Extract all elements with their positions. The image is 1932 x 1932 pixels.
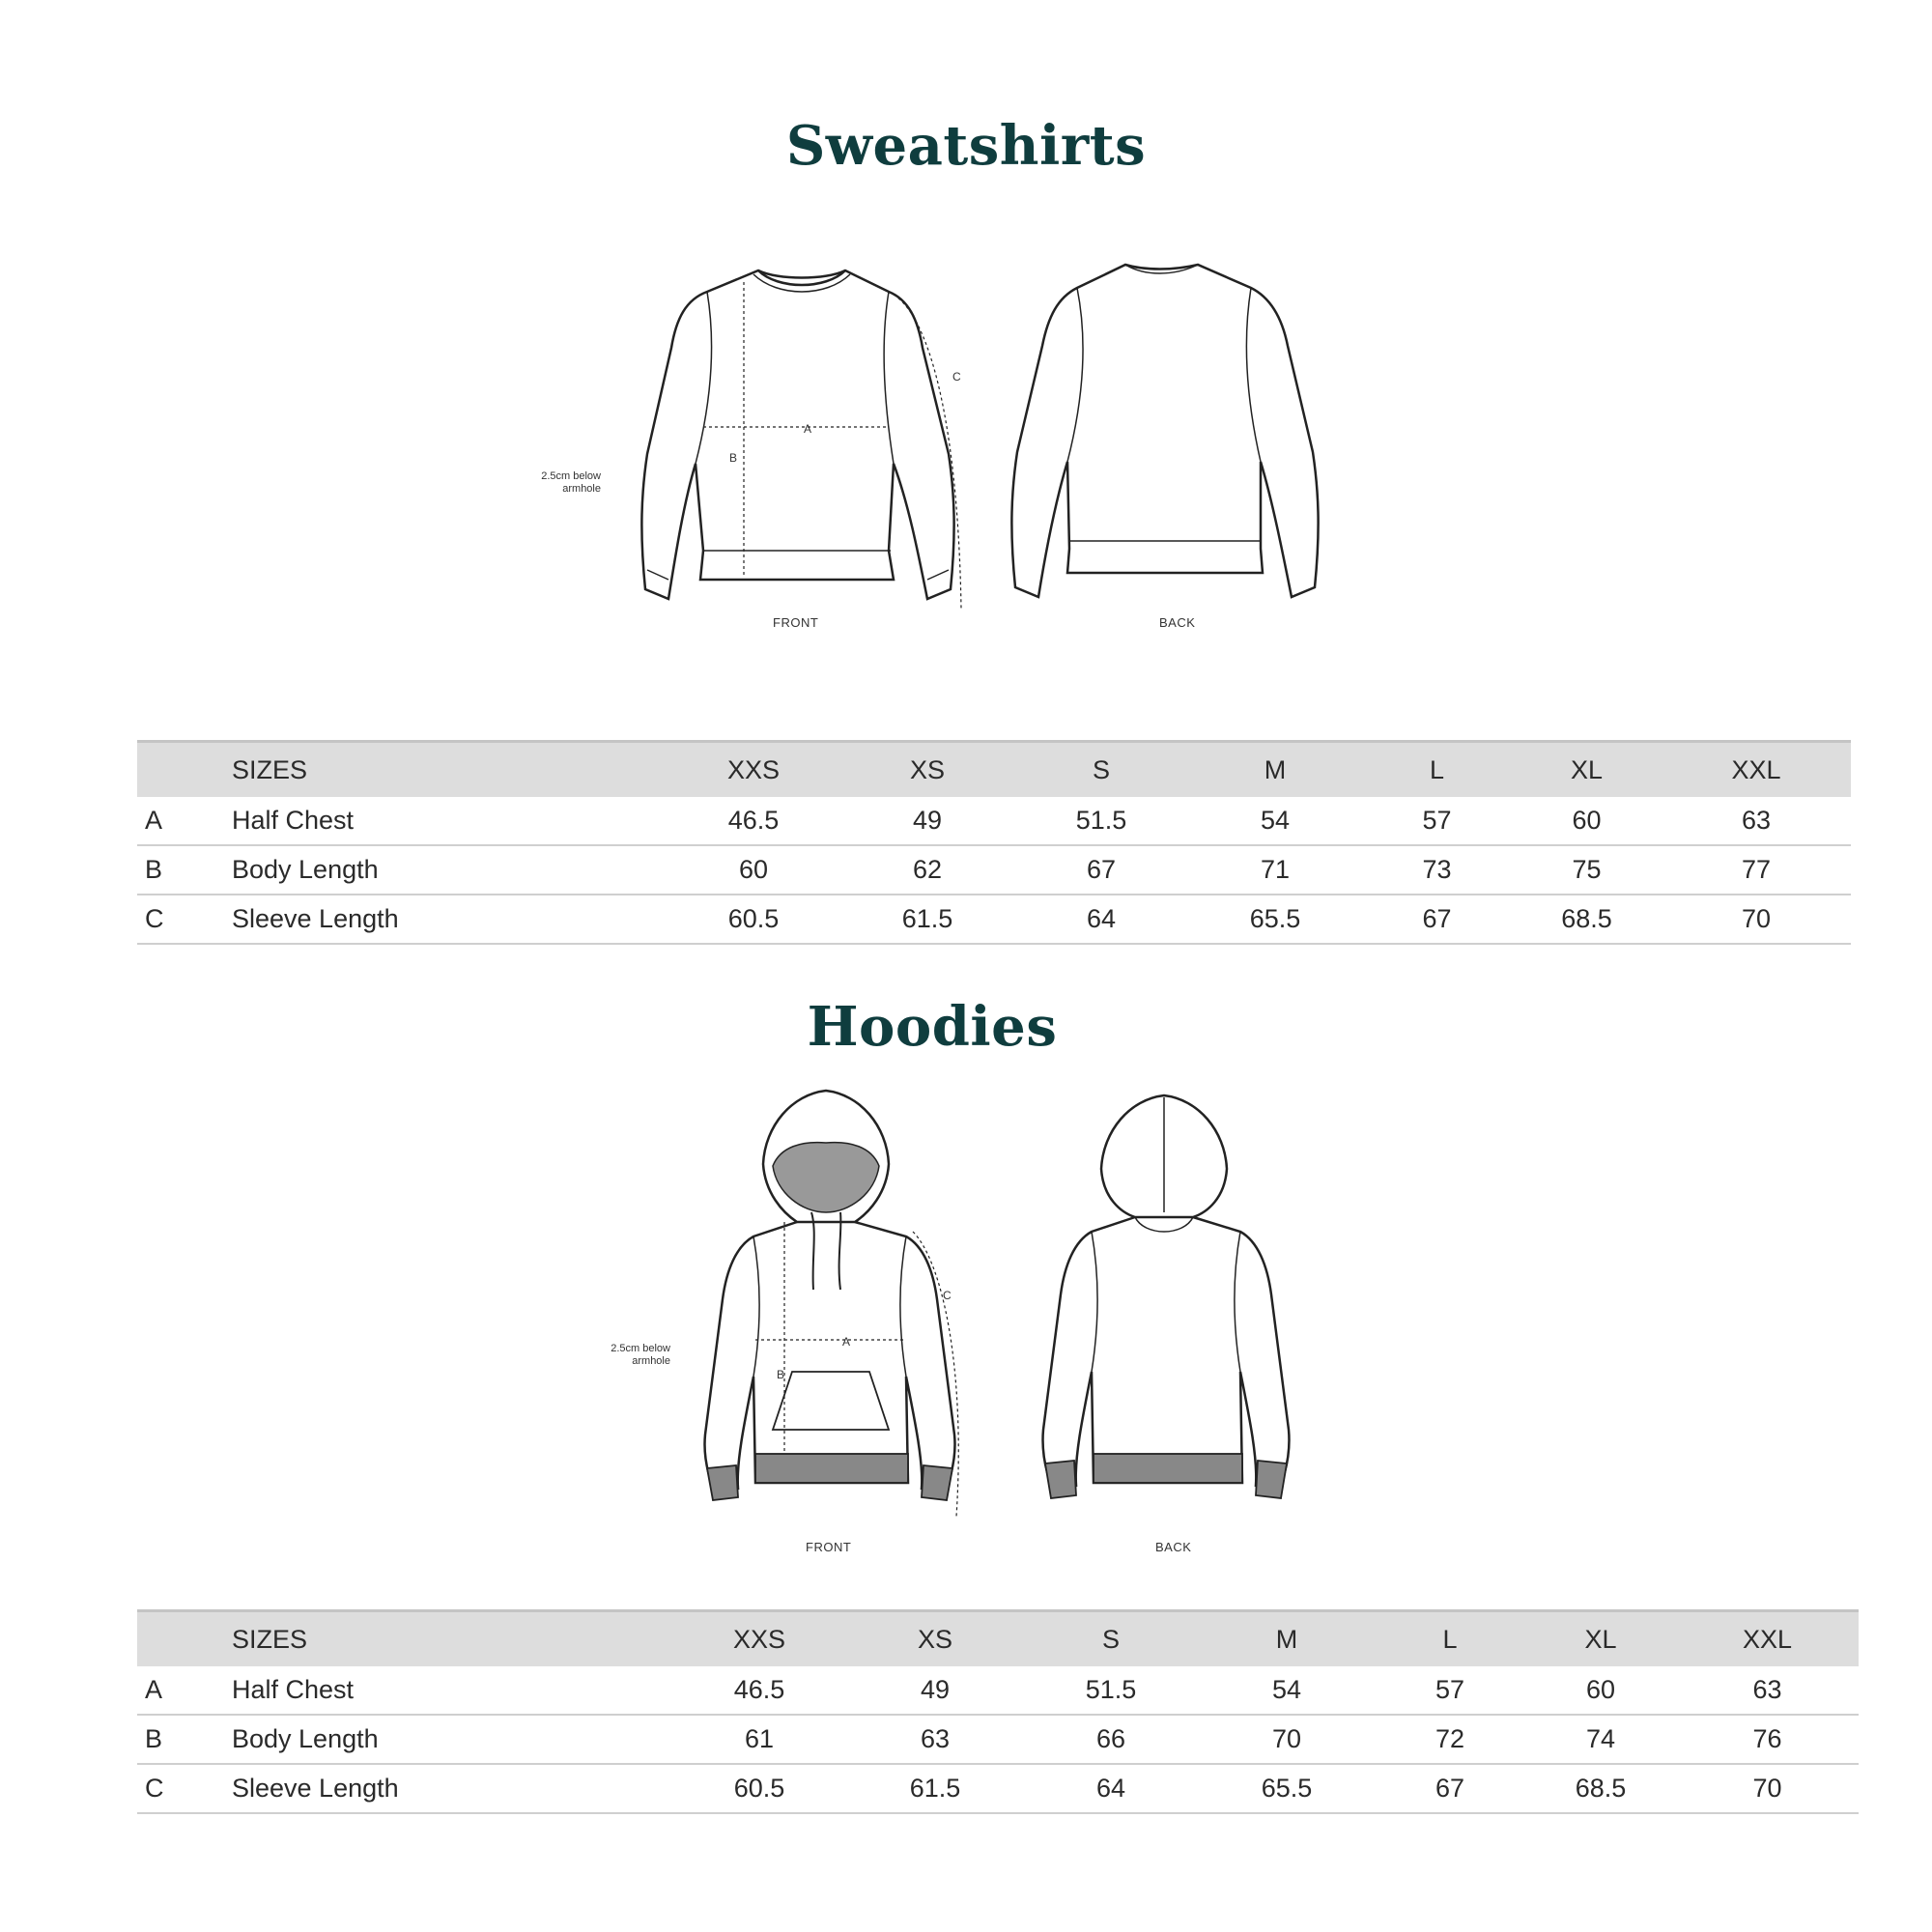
table-cell: 61.5 <box>840 895 1014 944</box>
table-row <box>137 1666 1859 1715</box>
table-cell: 63 <box>847 1715 1023 1764</box>
table-cell: 63 <box>1676 1666 1859 1715</box>
table-cell: 63 <box>1662 797 1851 845</box>
row-label: Sleeve Length <box>232 895 667 944</box>
table-header-xl: XL <box>1512 742 1662 798</box>
sweatshirt-back-illustration <box>980 259 1386 626</box>
table-cell: 60 <box>1525 1666 1676 1715</box>
hoodie-back-illustration <box>1014 1092 1323 1536</box>
table-cell: 57 <box>1375 1666 1525 1715</box>
table-cell: 46.5 <box>671 1666 847 1715</box>
armhole-note: 2.5cm below armhole <box>541 470 601 495</box>
table-cell: 75 <box>1512 845 1662 895</box>
table-cell: 54 <box>1188 797 1362 845</box>
table-cell: 70 <box>1662 895 1851 944</box>
table-cell: 68.5 <box>1512 895 1662 944</box>
table-row <box>137 1715 1859 1764</box>
table-header-sizes: SIZES <box>232 1611 671 1667</box>
armhole-note: 2.5cm below armhole <box>611 1343 670 1367</box>
dim-a-label: A <box>842 1335 851 1349</box>
table-header-xxs: XXS <box>671 1611 847 1667</box>
row-label: Body Length <box>232 845 667 895</box>
table-cell: 65.5 <box>1199 1764 1375 1813</box>
table-header-l: L <box>1375 1611 1525 1667</box>
row-code: C <box>137 1764 232 1813</box>
table-cell: 60.5 <box>671 1764 847 1813</box>
hoodies-size-table <box>137 1609 1859 1814</box>
table-cell: 46.5 <box>667 797 840 845</box>
table-cell: 49 <box>847 1666 1023 1715</box>
table-row <box>137 845 1851 895</box>
table-header-xl: XL <box>1525 1611 1676 1667</box>
table-cell: 57 <box>1362 797 1512 845</box>
table-header-m: M <box>1199 1611 1375 1667</box>
table-header-row <box>137 742 1851 798</box>
table-header-s: S <box>1023 1611 1199 1667</box>
table-header-l: L <box>1362 742 1512 798</box>
table-cell: 70 <box>1199 1715 1375 1764</box>
table-header-xxs: XXS <box>667 742 840 798</box>
table-header-blank <box>137 742 232 798</box>
row-code: B <box>137 845 232 895</box>
table-cell: 76 <box>1676 1715 1859 1764</box>
back-label: BACK <box>1155 1540 1192 1554</box>
table-header-xxl: XXL <box>1662 742 1851 798</box>
table-cell: 73 <box>1362 845 1512 895</box>
sweatshirt-front-illustration <box>599 261 1005 628</box>
table-cell: 54 <box>1199 1666 1375 1715</box>
table-cell: 61.5 <box>847 1764 1023 1813</box>
table-cell: 66 <box>1023 1715 1199 1764</box>
table-cell: 67 <box>1362 895 1512 944</box>
table-cell: 67 <box>1375 1764 1525 1813</box>
table-header-xs: XS <box>847 1611 1023 1667</box>
dim-a-label: A <box>804 422 812 436</box>
table-header-blank <box>137 1611 232 1667</box>
table-cell: 51.5 <box>1023 1666 1199 1715</box>
table-cell: 77 <box>1662 845 1851 895</box>
table-cell: 60 <box>1512 797 1662 845</box>
row-code: C <box>137 895 232 944</box>
table-header-row <box>137 1611 1859 1667</box>
table-cell: 72 <box>1375 1715 1525 1764</box>
table-header-xs: XS <box>840 742 1014 798</box>
table-cell: 60.5 <box>667 895 840 944</box>
table-header-xxl: XXL <box>1676 1611 1859 1667</box>
table-header-s: S <box>1014 742 1188 798</box>
back-label: BACK <box>1159 615 1196 630</box>
table-header-sizes: SIZES <box>232 742 667 798</box>
table-cell: 65.5 <box>1188 895 1362 944</box>
sweatshirts-size-table <box>137 740 1851 945</box>
table-cell: 51.5 <box>1014 797 1188 845</box>
row-label: Body Length <box>232 1715 671 1764</box>
dim-c-label: C <box>952 370 961 384</box>
row-code: A <box>137 797 232 845</box>
front-label: FRONT <box>773 615 819 630</box>
hoodie-front-illustration <box>676 1087 985 1531</box>
hoodies-title: Hoodies <box>807 995 1058 1059</box>
row-label: Half Chest <box>232 797 667 845</box>
table-cell: 67 <box>1014 845 1188 895</box>
dim-c-label: C <box>943 1289 952 1302</box>
table-cell: 70 <box>1676 1764 1859 1813</box>
table-cell: 64 <box>1014 895 1188 944</box>
table-row <box>137 797 1851 845</box>
row-label: Half Chest <box>232 1666 671 1715</box>
table-cell: 61 <box>671 1715 847 1764</box>
table-cell: 71 <box>1188 845 1362 895</box>
row-label: Sleeve Length <box>232 1764 671 1813</box>
table-row <box>137 895 1851 944</box>
table-header-m: M <box>1188 742 1362 798</box>
row-code: A <box>137 1666 232 1715</box>
table-cell: 74 <box>1525 1715 1676 1764</box>
table-cell: 60 <box>667 845 840 895</box>
table-cell: 62 <box>840 845 1014 895</box>
row-code: B <box>137 1715 232 1764</box>
table-cell: 49 <box>840 797 1014 845</box>
dim-b-label: B <box>777 1368 785 1381</box>
table-row <box>137 1764 1859 1813</box>
front-label: FRONT <box>806 1540 852 1554</box>
table-cell: 64 <box>1023 1764 1199 1813</box>
sweatshirts-title: Sweatshirts <box>785 114 1147 178</box>
table-cell: 68.5 <box>1525 1764 1676 1813</box>
dim-b-label: B <box>729 451 738 465</box>
